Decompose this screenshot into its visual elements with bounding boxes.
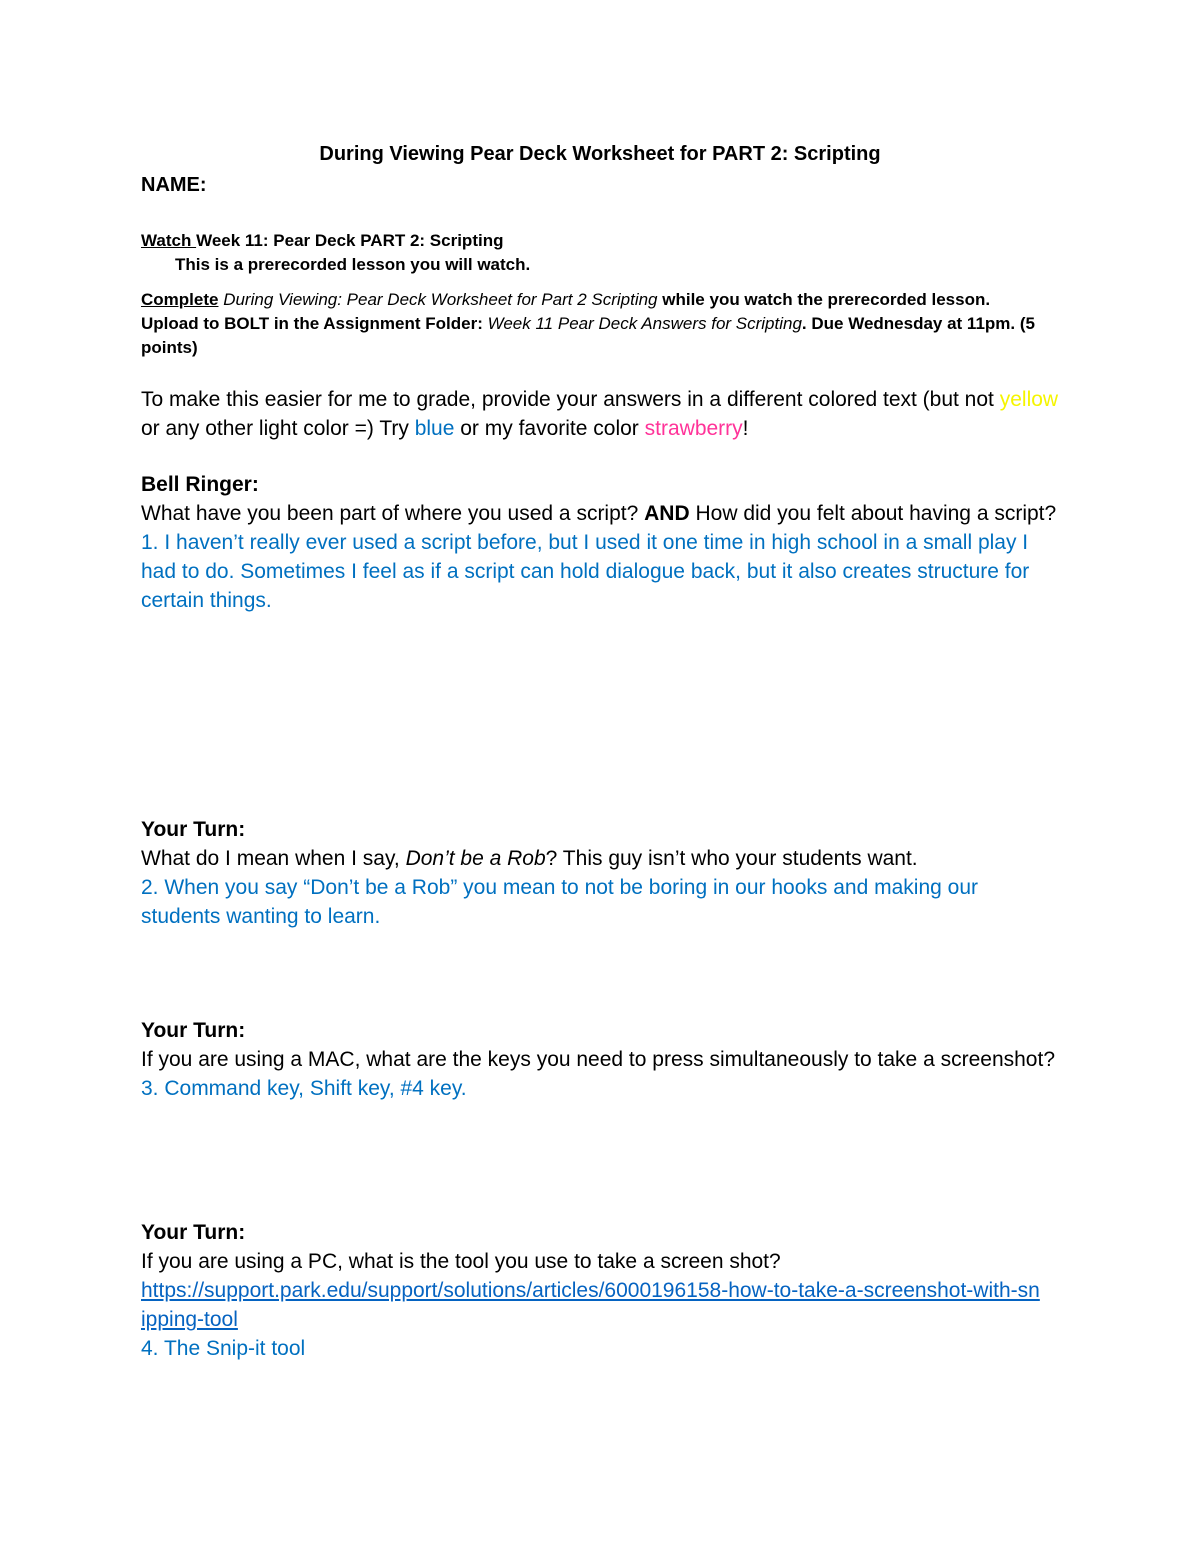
snipping-tool-link-wrap	[141, 1276, 1041, 1334]
section-heading: Your Turn:	[141, 1019, 246, 1042]
complete-label: Complete	[141, 290, 219, 309]
section-heading: Your Turn:	[141, 1221, 246, 1244]
section-question: If you are using a MAC, what are the keys you need to press simultaneously to take a screenshot?	[141, 1048, 1055, 1071]
instructions-text-3: or my favorite color	[454, 417, 645, 440]
section-answer: 4. The Snip-it tool	[141, 1337, 306, 1360]
snipping-tool-link[interactable]: https://support.park.edu/support/solutions/articles/6000196158-how-to-take-a-screenshot-with-snipping-tool	[141, 1279, 1040, 1331]
question-text-c: How did you felt about having a script?	[689, 502, 1057, 525]
section-your-turn-1	[141, 815, 1061, 931]
question-text-italic: Don’t be a Rob	[405, 847, 546, 870]
section-bell-ringer	[141, 470, 1061, 615]
watch-line	[141, 229, 1061, 253]
watch-label: Watch	[141, 231, 197, 250]
question-text-a: What do I mean when I say,	[141, 847, 406, 870]
upload-folder: Week 11 Pear Deck Answers for Scripting	[487, 314, 802, 333]
yellow-word: yellow	[999, 388, 1059, 411]
watch-note: This is a prerecorded lesson you will watch.	[175, 255, 531, 274]
section-heading: Your Turn:	[141, 818, 246, 841]
section-answer: 3. Command key, Shift key, #4 key.	[141, 1077, 467, 1100]
section-question	[141, 844, 1061, 873]
question-text-b: AND	[644, 502, 690, 525]
page-title: During Viewing Pear Deck Worksheet for PART 2: Scripting	[319, 143, 881, 165]
section-heading: Bell Ringer:	[141, 473, 259, 496]
question-text-c: ? This guy isn’t who your students want.	[545, 847, 918, 870]
blue-word: blue	[414, 417, 455, 440]
instructions-text-1: To make this easier for me to grade, provide your answers in a different colored text (but not	[141, 388, 1000, 411]
section-question	[141, 499, 1061, 528]
complete-block	[141, 288, 1061, 360]
name-label: NAME:	[141, 174, 207, 196]
section-your-turn-2	[141, 1016, 1061, 1103]
instructions-text-4: !	[742, 417, 749, 440]
section-answer: 1. I haven’t really ever used a script before, but I used it one time in high school in a small play I had to do. Sometimes I feel as if a script can hold dialogue back, but it also creates structure for certain things.	[141, 531, 1030, 612]
complete-worksheet-name: During Viewing: Pear Deck Worksheet for Part 2 Scripting	[223, 290, 658, 309]
section-answer: 2. When you say “Don’t be a Rob” you mean to not be boring in our hooks and making our students wanting to learn.	[141, 876, 978, 928]
complete-rest: while you watch the prerecorded lesson.	[657, 290, 991, 309]
watch-text: Week 11: Pear Deck PART 2: Scripting	[196, 231, 504, 250]
due-text: . Due Wednesday at 11pm. (5 points)	[141, 314, 1035, 357]
section-question: If you are using a PC, what is the tool you use to take a screen shot?	[141, 1250, 781, 1273]
instructions	[141, 385, 1061, 443]
upload-text: Upload to BOLT in the Assignment Folder:	[141, 314, 488, 333]
question-text-a: What have you been part of where you used a script?	[141, 502, 645, 525]
section-your-turn-3	[141, 1218, 1061, 1363]
strawberry-word: strawberry	[644, 417, 743, 440]
instructions-text-2: or any other light color =) Try	[141, 417, 415, 440]
